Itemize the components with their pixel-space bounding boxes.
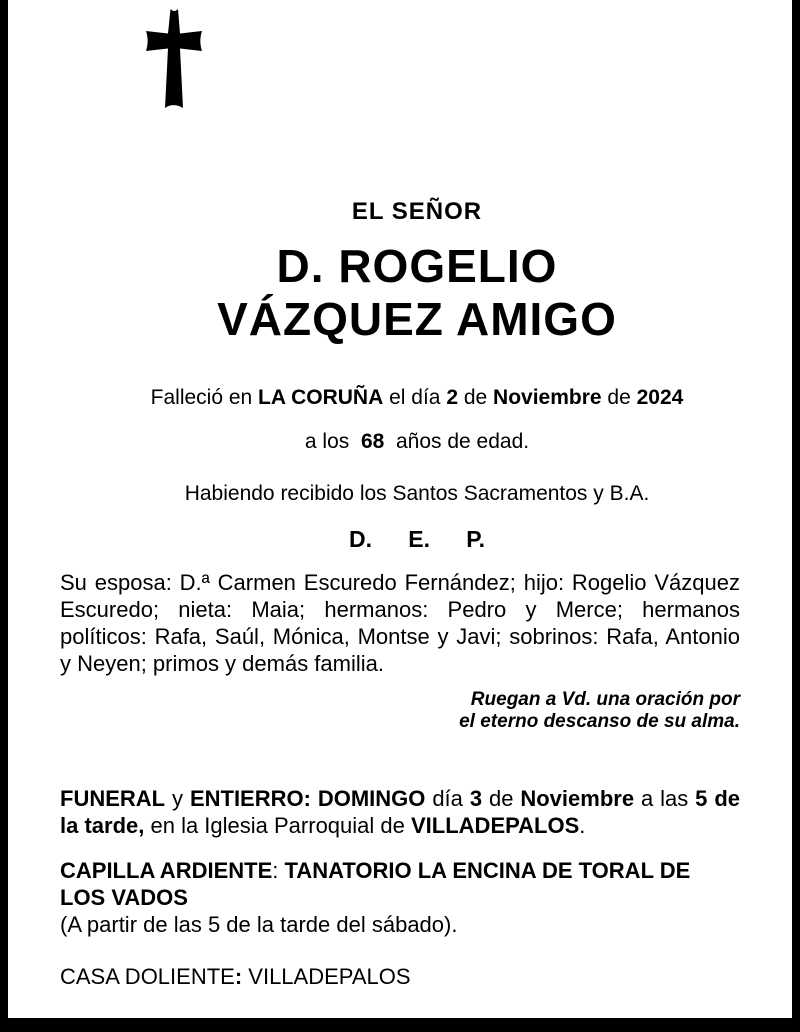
header-block [25, 0, 800, 553]
death-age: a los 68 años de edad. [304, 430, 530, 453]
funeral-announcement: FUNERAL y ENTIERRO: DOMINGO día 3 de Noviembre a las 5 de la tarde, en la Iglesia Parroquial de VILLADEPALOS. [60, 786, 740, 838]
dep-abbreviation: D. E. P. [348, 526, 486, 552]
wake-announcement [60, 857, 740, 938]
deceased-name-line1: D. ROGELIO [276, 240, 558, 292]
death-place-date: Falleció en LA CORUÑA el día 2 de Noviembre de 2024 [150, 386, 684, 409]
prayer-text [60, 689, 740, 733]
prayer-line1: Ruegan a Vd. una oración por [470, 689, 740, 710]
prayer-line2: el eterno descanso de su alma. [459, 711, 740, 732]
mourning-home: CASA DOLIENTE: VILLADEPALOS [60, 964, 411, 989]
wake-note: (A partir de las 5 de la tarde del sábado). [60, 912, 458, 937]
honorific: EL SEÑOR [351, 198, 483, 225]
family-paragraph: Su esposa: D.ª Carmen Escuredo Fernández; hijo: Rogelio Vázquez Escuredo; nieta: Maia; hermanos: Pedro y Merce; hermanos políticos: Rafa, Saúl, Mónica, Montse y Javi; sobrinos: Rafa, Antonio y Neyen; primos y demás familia. [60, 570, 740, 676]
deceased-name-line2: VÁZQUEZ AMIGO [217, 293, 617, 345]
deceased-name [25, 240, 800, 346]
wake-location: CAPILLA ARDIENTE: TANATORIO LA ENCINA DE TORAL DE LOS VADOS [60, 858, 691, 910]
sacraments-line: Habiendo recibido los Santos Sacramentos y B.A. [184, 482, 650, 505]
